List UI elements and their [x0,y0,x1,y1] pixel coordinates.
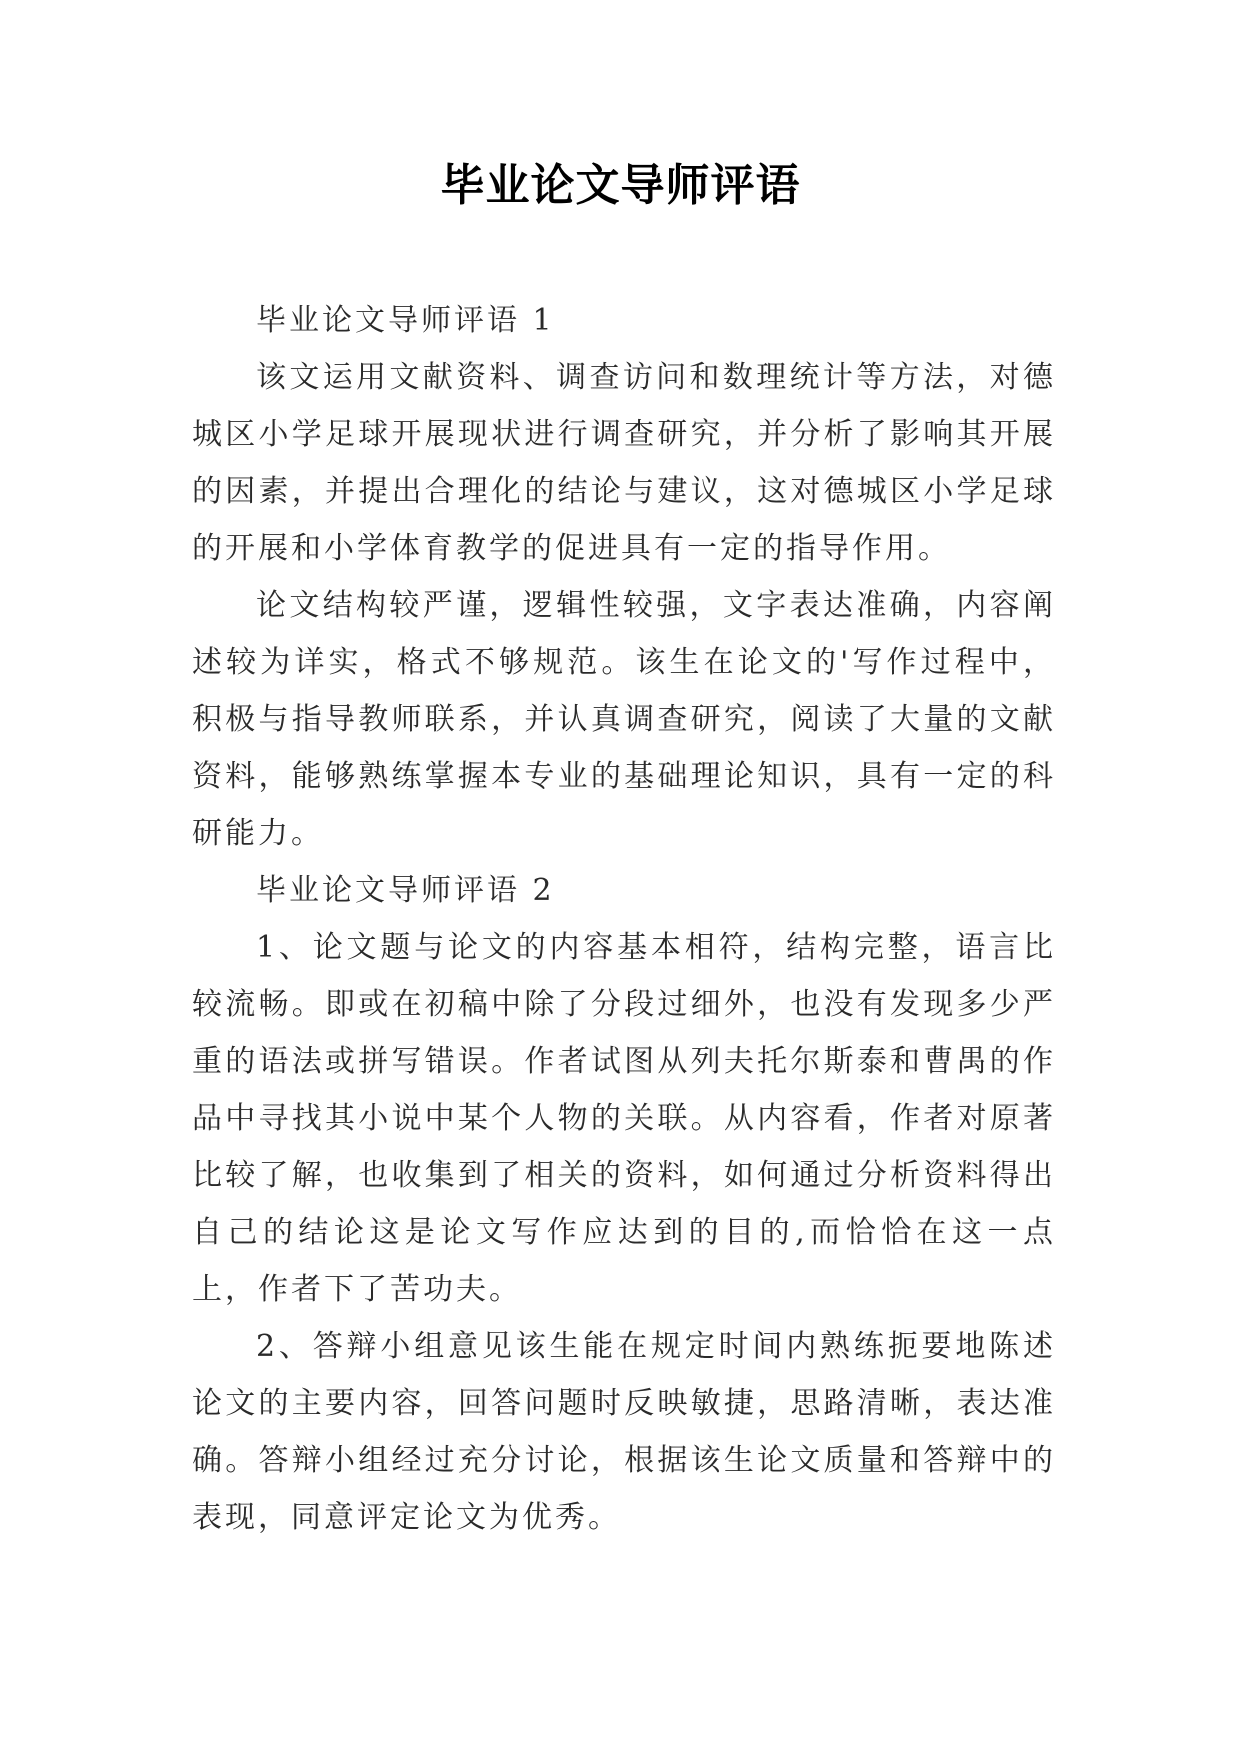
document-body [192,292,1056,1546]
document-title: 毕业论文导师评语 [440,160,801,211]
paragraph: 该文运用文献资料、调查访问和数理统计等方法，对德城区小学足球开展现状进行调查研究，并分析了影响其开展的因素，并提出合理化的结论与建议，这对德城区小学足球的开展和小学体育教学的促进具有一定的指导作用。 [192,360,1056,566]
section-heading-2: 毕业论文导师评语 2 [256,873,555,908]
paragraph: 2、答辩小组意见该生能在规定时间内熟练扼要地陈述论文的主要内容，回答问题时反映敏捷，思路清晰，表达准确。答辩小组经过充分讨论，根据该生论文质量和答辩中的表现，同意评定论文为优秀。 [192,1329,1056,1535]
paragraph: 1、论文题与论文的内容基本相符，结构完整，语言比较流畅。即或在初稿中除了分段过细外，也没有发现多少严重的语法或拼写错误。作者试图从列夫托尔斯泰和曹禺的作品中寻找其小说中某个人物的关联。从内容看，作者对原著比较了解，也收集到了相关的资料，如何通过分析资料得出自己的结论这是论文写作应达到的目的,而恰恰在这一点上，作者下了苦功夫。 [192,930,1056,1307]
section-heading-1: 毕业论文导师评语 1 [256,303,555,338]
paragraph: 论文结构较严谨，逻辑性较强，文字表达准确，内容阐述较为详实，格式不够规范。该生在论文的'写作过程中，积极与指导教师联系，并认真调查研究，阅读了大量的文献资料，能够熟练掌握本专业的基础理论知识，具有一定的科研能力。 [192,588,1056,851]
